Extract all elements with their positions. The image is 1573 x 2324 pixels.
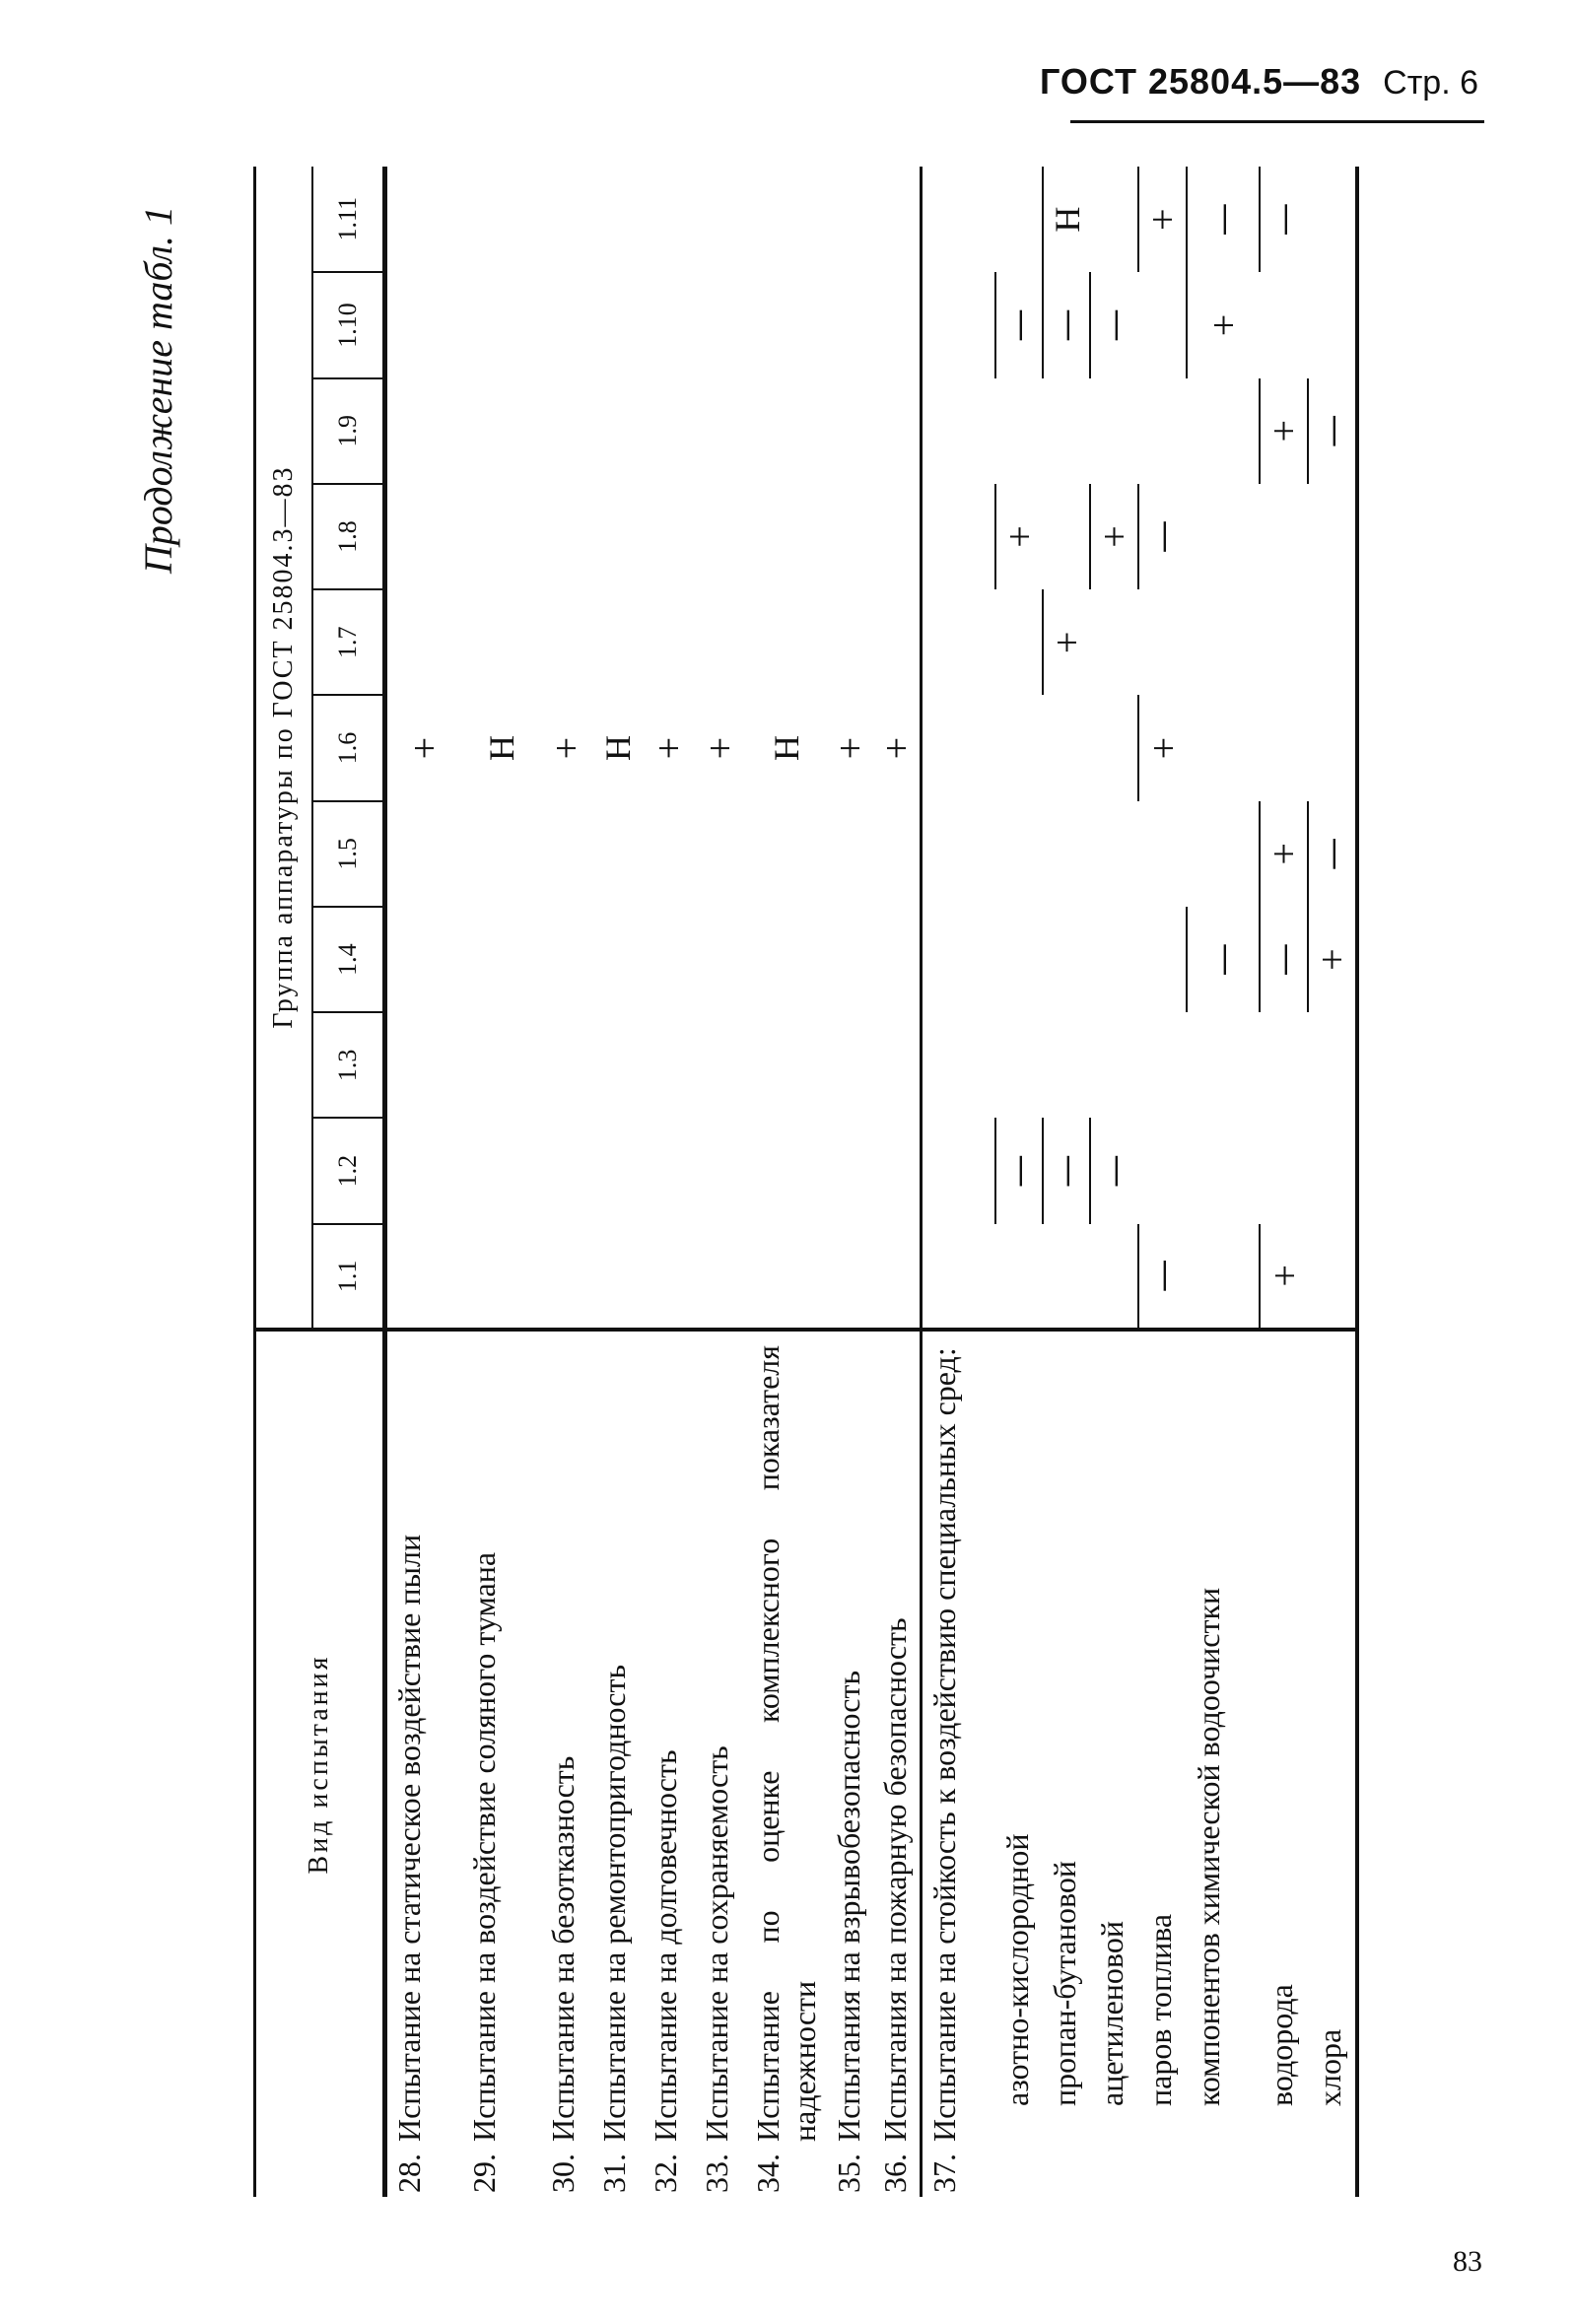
mark-cell	[644, 907, 695, 1012]
mark-cell: +	[698, 736, 742, 760]
test-name: Испытание на безотказность	[544, 1755, 581, 2142]
group-code: 1.3	[312, 1012, 385, 1118]
mark-cell	[644, 1224, 695, 1330]
empty-cell	[1187, 378, 1260, 484]
rotated-table-block	[123, 167, 1513, 2207]
test-name-cell	[462, 1330, 541, 2197]
mark-cell: —	[1138, 1224, 1187, 1330]
mark-cell	[746, 167, 827, 272]
table-row	[385, 167, 462, 2197]
empty-cell	[1260, 1118, 1308, 1223]
mark-cell	[644, 1118, 695, 1223]
test-name-cell	[921, 1330, 995, 2197]
test-name: Испытание на ремонтопригодность	[595, 1664, 632, 2142]
mark-cell	[644, 378, 695, 484]
mark-cell	[827, 1012, 873, 1118]
mark-cell	[462, 1012, 541, 1118]
empty-cell	[1043, 907, 1090, 1012]
empty-cell	[1308, 1012, 1357, 1118]
mark-cell: +	[647, 736, 691, 760]
mark-cell	[541, 378, 592, 484]
mark-cell	[592, 1224, 644, 1330]
empty-cell	[1090, 1012, 1138, 1118]
medium-name: азотно-кислородной	[999, 1833, 1035, 2106]
mark-cell: +	[1043, 589, 1090, 695]
empty-cell	[1090, 907, 1138, 1012]
mark-cell	[541, 1224, 592, 1330]
mark-cell	[462, 589, 541, 695]
table-row	[695, 167, 746, 2197]
empty-cell	[1260, 484, 1308, 589]
mark-cell: +	[1260, 801, 1308, 907]
mark-cell: +	[1260, 378, 1308, 484]
mark-cell	[541, 801, 592, 907]
medium-name-cell	[1260, 1330, 1308, 2197]
empty-cell	[1090, 167, 1138, 272]
mark-cell	[644, 589, 695, 695]
medium-name: пропан-бутановой	[1047, 1860, 1082, 2106]
table-subrow	[995, 167, 1043, 2197]
test-name-cell	[873, 1330, 922, 2197]
mark-cell: Н	[481, 735, 521, 762]
mark-cell	[385, 801, 462, 907]
test-name-cell	[644, 1330, 695, 2197]
table-caption: Продолжение табл. 1	[136, 206, 180, 575]
mark-cell	[695, 167, 746, 272]
mark-cell	[592, 1118, 644, 1223]
empty-cell	[995, 378, 1043, 484]
empty-cell	[1090, 378, 1138, 484]
mark-cell: —	[995, 1118, 1043, 1223]
medium-name-cell	[1090, 1330, 1138, 2197]
empty-cell	[995, 1224, 1043, 1330]
mark-cell	[541, 167, 592, 272]
mark-cell: —	[1090, 272, 1138, 377]
empty-cell	[995, 167, 1043, 272]
table-subrow	[1090, 167, 1138, 2197]
empty-cell	[1138, 801, 1187, 907]
empty-cell	[1043, 695, 1090, 800]
table-subrow	[1187, 167, 1260, 2197]
mark-cell: —	[1090, 1118, 1138, 1223]
row-number: 37.	[925, 2153, 962, 2193]
mark-cell	[827, 589, 873, 695]
empty-cell	[921, 801, 995, 907]
group-code: 1.6	[312, 695, 385, 800]
mark-cell	[746, 589, 827, 695]
mark-cell: +	[1260, 1224, 1308, 1330]
mark-cell: —	[1187, 167, 1260, 272]
mark-cell	[695, 1012, 746, 1118]
mark-cell	[695, 378, 746, 484]
empty-cell	[921, 167, 995, 272]
empty-cell	[1260, 272, 1308, 377]
row-number: 32.	[647, 2153, 683, 2193]
mark-cell: +	[995, 484, 1043, 589]
table-row	[644, 167, 695, 2197]
empty-cell	[1090, 589, 1138, 695]
test-name-cell	[746, 1330, 827, 2197]
medium-name-cell	[995, 1330, 1043, 2197]
row-number: 35.	[830, 2153, 866, 2193]
mark-cell	[873, 272, 922, 377]
test-name: Испытания на пожарную безопасность	[876, 1617, 913, 2142]
test-name-cell	[592, 1330, 644, 2197]
empty-cell	[1043, 484, 1090, 589]
empty-cell	[1090, 1224, 1138, 1330]
mark-cell	[827, 484, 873, 589]
header-rule	[1070, 120, 1484, 123]
test-name-cell	[695, 1330, 746, 2197]
empty-cell	[1043, 1224, 1090, 1330]
mark-cell: +	[1138, 695, 1187, 800]
mark-cell	[695, 589, 746, 695]
mark-cell	[644, 801, 695, 907]
mark-cell: Н	[1043, 167, 1090, 272]
group-code: 1.9	[312, 378, 385, 484]
group-code: 1.8	[312, 484, 385, 589]
mark-cell	[462, 1224, 541, 1330]
mark-cell	[873, 907, 922, 1012]
table-row	[541, 167, 592, 2197]
mark-cell	[827, 272, 873, 377]
mark-cell: +	[873, 736, 919, 760]
mark-cell: —	[1308, 801, 1357, 907]
empty-cell	[1308, 695, 1357, 800]
mark-cell	[695, 272, 746, 377]
empty-cell	[1308, 1224, 1357, 1330]
mark-cell: +	[1138, 167, 1187, 272]
empty-cell	[1090, 801, 1138, 907]
mark-cell	[746, 907, 827, 1012]
table-row	[746, 167, 827, 2197]
empty-cell	[1187, 484, 1260, 589]
test-table	[253, 167, 1359, 2197]
mark-cell: +	[1090, 484, 1138, 589]
empty-cell	[921, 1118, 995, 1223]
test-name: Испытание на статическое воздействие пыли	[391, 1534, 427, 2142]
mark-cell	[873, 1118, 922, 1223]
mark-cell	[873, 1012, 922, 1118]
empty-cell	[995, 1012, 1043, 1118]
medium-name: компонентов химической водоочистки	[1191, 1587, 1226, 2106]
mark-cell	[592, 589, 644, 695]
mark-cell: +	[544, 736, 588, 760]
mark-cell	[592, 272, 644, 377]
empty-cell	[1138, 272, 1187, 377]
table-row	[592, 167, 644, 2197]
mark-cell	[644, 484, 695, 589]
mark-cell	[644, 167, 695, 272]
mark-cell	[541, 1012, 592, 1118]
empty-cell	[1187, 1224, 1260, 1330]
mark-cell	[827, 801, 873, 907]
table-row	[873, 167, 922, 2197]
test-name: Испытания на взрывобезопасность	[830, 1670, 866, 2142]
mark-cell	[746, 272, 827, 377]
mark-cell	[462, 484, 541, 589]
mark-cell	[541, 272, 592, 377]
mark-cell	[873, 378, 922, 484]
table-body	[385, 167, 1358, 2197]
empty-cell	[1308, 589, 1357, 695]
table-row	[921, 167, 995, 2197]
row-number: 31.	[595, 2153, 632, 2193]
medium-name: хлора	[1312, 2028, 1347, 2106]
table-subrow	[1043, 167, 1090, 2197]
mark-cell	[462, 907, 541, 1012]
group-code: 1.1	[312, 1224, 385, 1330]
group-code: 1.2	[312, 1118, 385, 1223]
mark-cell	[385, 484, 462, 589]
mark-cell	[695, 1224, 746, 1330]
group-code: 1.4	[312, 907, 385, 1012]
mark-cell	[695, 1118, 746, 1223]
mark-cell: —	[1043, 272, 1090, 377]
empty-cell	[1138, 907, 1187, 1012]
mark-cell: +	[1308, 907, 1357, 1012]
page-number: 83	[1453, 2245, 1482, 2278]
mark-cell	[385, 272, 462, 377]
mark-cell	[592, 484, 644, 589]
empty-cell	[1308, 1118, 1357, 1223]
empty-cell	[1138, 1118, 1187, 1223]
mark-cell: —	[1308, 378, 1357, 484]
test-name: Испытание по оценке комплексного показателя надежности	[749, 1345, 822, 2142]
row-number: 28.	[391, 2153, 427, 2193]
row-number: 30.	[544, 2153, 581, 2193]
mark-cell	[385, 1118, 462, 1223]
row-number: 29.	[465, 2153, 502, 2193]
mark-cell	[541, 1118, 592, 1223]
mark-cell	[462, 801, 541, 907]
mark-cell	[462, 272, 541, 377]
empty-cell	[921, 1224, 995, 1330]
mark-cell	[695, 801, 746, 907]
medium-name-cell	[1043, 1330, 1090, 2197]
medium-name: паров топлива	[1142, 1913, 1178, 2106]
mark-cell	[746, 801, 827, 907]
empty-cell	[1187, 589, 1260, 695]
empty-cell	[1187, 695, 1260, 800]
empty-cell	[1043, 801, 1090, 907]
mark-cell	[462, 378, 541, 484]
medium-name-cell	[1138, 1330, 1187, 2197]
mark-cell	[873, 589, 922, 695]
mark-cell: —	[1260, 907, 1308, 1012]
mark-cell: —	[1187, 907, 1260, 1012]
mark-cell	[746, 484, 827, 589]
mark-cell	[541, 589, 592, 695]
mark-cell	[385, 378, 462, 484]
mark-cell	[385, 167, 462, 272]
table-row	[827, 167, 873, 2197]
test-name-cell	[827, 1330, 873, 2197]
empty-cell	[921, 484, 995, 589]
row-number: 36.	[876, 2153, 913, 2193]
mark-cell	[592, 907, 644, 1012]
empty-cell	[1308, 484, 1357, 589]
mark-cell	[385, 907, 462, 1012]
mark-cell: —	[1043, 1118, 1090, 1223]
mark-cell	[592, 801, 644, 907]
group-code: 1.7	[312, 589, 385, 695]
test-name-cell	[541, 1330, 592, 2197]
empty-cell	[1260, 695, 1308, 800]
medium-name-cell	[1187, 1330, 1260, 2197]
test-name-cell	[385, 1330, 462, 2197]
mark-cell: +	[827, 736, 872, 760]
test-column-header: Вид испытания	[255, 1330, 385, 2197]
mark-cell	[695, 484, 746, 589]
mark-cell	[695, 907, 746, 1012]
mark-cell	[873, 167, 922, 272]
empty-cell	[1187, 1012, 1260, 1118]
empty-cell	[921, 1012, 995, 1118]
group-code: 1.10	[312, 272, 385, 377]
empty-cell	[921, 907, 995, 1012]
empty-cell	[995, 907, 1043, 1012]
empty-cell	[995, 801, 1043, 907]
test-name: Испытание на стойкость к воздействию специальных сред:	[925, 1347, 962, 2142]
mark-cell	[541, 907, 592, 1012]
empty-cell	[1308, 272, 1357, 377]
empty-cell	[1187, 801, 1260, 907]
empty-cell	[1043, 378, 1090, 484]
mark-cell	[827, 167, 873, 272]
empty-cell	[995, 695, 1043, 800]
medium-name-cell	[1308, 1330, 1357, 2197]
empty-cell	[1090, 695, 1138, 800]
mark-cell	[746, 1012, 827, 1118]
mark-cell: +	[1187, 272, 1260, 377]
mark-cell	[644, 272, 695, 377]
mark-cell: —	[1138, 484, 1187, 589]
mark-cell	[644, 1012, 695, 1118]
table-row	[462, 167, 541, 2197]
empty-cell	[1138, 1012, 1187, 1118]
medium-name: ацетиленовой	[1094, 1921, 1129, 2106]
mark-cell	[462, 167, 541, 272]
mark-cell	[746, 378, 827, 484]
mark-cell	[592, 378, 644, 484]
empty-cell	[921, 378, 995, 484]
page-header	[1040, 61, 1478, 103]
medium-name: водорода	[1264, 1984, 1299, 2106]
mark-cell	[385, 589, 462, 695]
mark-cell	[385, 1224, 462, 1330]
mark-cell	[541, 484, 592, 589]
table-subrow	[1308, 167, 1357, 2197]
mark-cell	[746, 1224, 827, 1330]
mark-cell	[592, 167, 644, 272]
mark-cell: —	[1260, 167, 1308, 272]
mark-cell	[873, 1224, 922, 1330]
page-label: Стр. 6	[1383, 64, 1478, 102]
row-number: 34.	[749, 2153, 786, 2193]
group-code: 1.5	[312, 801, 385, 907]
mark-cell	[827, 378, 873, 484]
empty-cell	[1260, 1012, 1308, 1118]
empty-cell	[995, 589, 1043, 695]
mark-cell: —	[995, 272, 1043, 377]
empty-cell	[921, 589, 995, 695]
empty-cell	[1187, 1118, 1260, 1223]
row-number: 33.	[698, 2153, 734, 2193]
group-header: Группа аппаратуры по ГОСТ 25804.3—83	[255, 167, 313, 1330]
standard-code: ГОСТ 25804.5—83	[1039, 61, 1362, 102]
test-name: Испытание на сохраняемость	[698, 1745, 734, 2142]
empty-cell	[921, 272, 995, 377]
mark-cell	[873, 801, 922, 907]
mark-cell	[462, 1118, 541, 1223]
test-name: Испытание на воздействие соляного тумана	[465, 1551, 502, 2142]
empty-cell	[1043, 1012, 1090, 1118]
mark-cell: +	[402, 736, 447, 760]
mark-cell	[385, 1012, 462, 1118]
table-subrow	[1138, 167, 1187, 2197]
mark-cell	[827, 1224, 873, 1330]
empty-cell	[1138, 589, 1187, 695]
test-name: Испытание на долговечность	[647, 1749, 683, 2142]
mark-cell	[827, 907, 873, 1012]
mark-cell	[873, 484, 922, 589]
mark-cell	[827, 1118, 873, 1223]
empty-cell	[921, 695, 995, 800]
mark-cell: Н	[597, 735, 638, 762]
empty-cell	[1308, 167, 1357, 272]
empty-cell	[1260, 589, 1308, 695]
mark-cell: Н	[766, 735, 806, 762]
empty-cell	[1138, 378, 1187, 484]
mark-cell	[746, 1118, 827, 1223]
group-code: 1.11	[312, 167, 385, 272]
mark-cell	[592, 1012, 644, 1118]
table-subrow	[1260, 167, 1308, 2197]
